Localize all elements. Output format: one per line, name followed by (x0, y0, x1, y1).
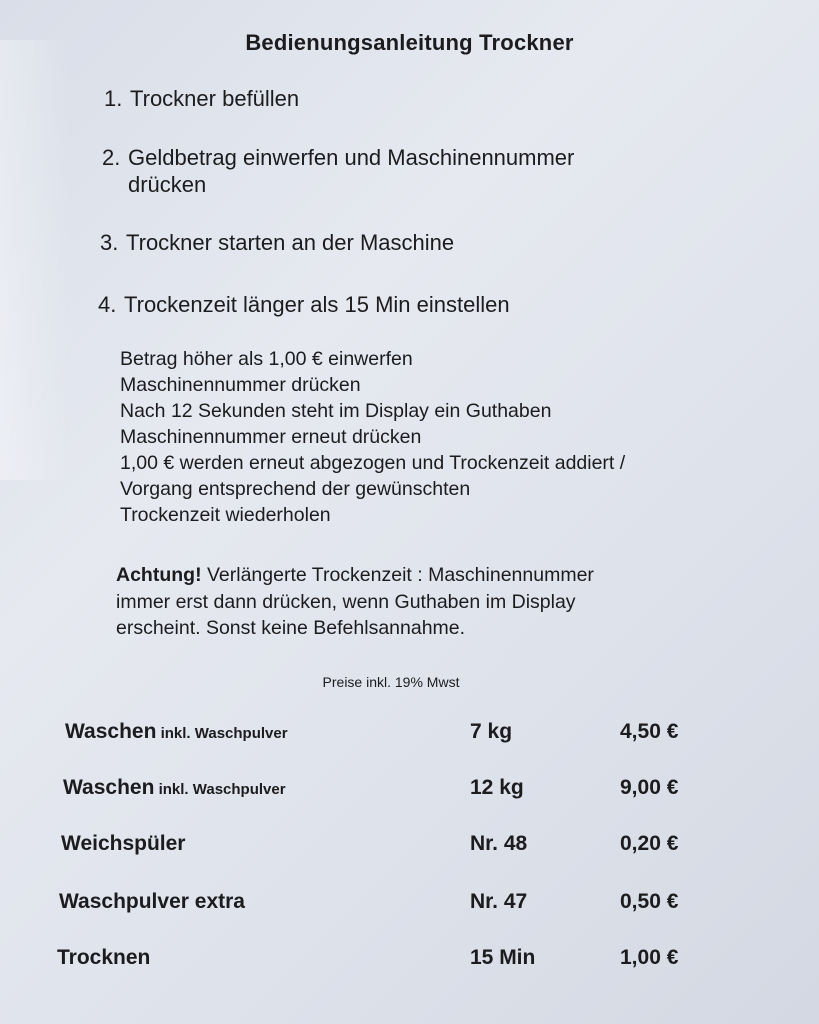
warning-note (116, 562, 716, 642)
detail-line: Vorgang entsprechend der gewünschten (120, 478, 471, 500)
price-item-name: Waschpulver extra (59, 890, 245, 913)
detail-line: Maschinennummer erneut drücken (120, 426, 422, 448)
detail-line: Nach 12 Sekunden steht im Display ein Guthaben (120, 400, 552, 422)
step-number: 2. (102, 145, 121, 170)
price-qty: 7 kg (470, 720, 513, 743)
price-item-name: Waschen (63, 776, 155, 799)
detail-line: Betrag höher als 1,00 € einwerfen (120, 348, 413, 370)
warning-text: erscheint. Sonst keine Befehlsannahme. (116, 617, 466, 639)
price-item (59, 890, 245, 914)
price-qty: Nr. 47 (470, 890, 528, 913)
price-item-name: Waschen (65, 720, 157, 743)
price-row (0, 776, 819, 806)
detail-line: 1,00 € werden erneut abgezogen und Trockenzeit addiert / (120, 452, 626, 474)
price-row (0, 946, 819, 976)
step-text: Trockenzeit länger als 15 Min einstellen (124, 292, 510, 317)
warning-label: Achtung! (116, 564, 202, 586)
price-value: 0,20 € (620, 832, 679, 855)
step-1 (104, 85, 299, 112)
detail-line: Trockenzeit wiederholen (120, 504, 331, 526)
price-row (0, 832, 819, 862)
price-value: 4,50 € (620, 720, 679, 743)
price-value: 1,00 € (620, 946, 679, 969)
price-item (57, 946, 150, 970)
price-item-sub: inkl. Waschpulver (154, 781, 286, 798)
detail-line: Maschinennummer drücken (120, 374, 361, 396)
prices-note: Preise inkl. 19% Mwst (322, 674, 460, 690)
price-item (61, 832, 185, 856)
paper-glare (0, 40, 70, 480)
step-text-continued: drücken (128, 172, 207, 197)
price-item-name: Trocknen (57, 946, 151, 969)
warning-text: Verlängerte Trockenzeit : Maschinennummer (201, 564, 594, 586)
price-value: 0,50 € (620, 890, 679, 913)
price-item (63, 776, 286, 800)
step-number: 4. (98, 292, 117, 317)
step-number: 1. (104, 86, 123, 111)
step-2 (102, 144, 574, 198)
step-4-details (120, 346, 625, 528)
step-text: Geldbetrag einwerfen und Maschinennummer (128, 145, 575, 170)
price-row (0, 890, 819, 920)
step-4 (98, 291, 510, 318)
price-item-sub: inkl. Waschpulver (156, 725, 288, 742)
page-title: Bedienungsanleitung Trockner (245, 30, 574, 55)
price-qty: Nr. 48 (470, 832, 528, 855)
step-text: Trockner starten an der Maschine (126, 230, 455, 255)
price-qty: 12 kg (470, 776, 524, 799)
step-text: Trockner befüllen (130, 86, 300, 111)
step-3 (100, 229, 454, 256)
price-item (65, 720, 288, 744)
price-item-name: Weichspüler (61, 832, 186, 855)
price-row (0, 720, 819, 750)
price-value: 9,00 € (620, 776, 679, 799)
step-number: 3. (100, 230, 119, 255)
price-qty: 15 Min (470, 946, 536, 969)
warning-text: immer erst dann drücken, wenn Guthaben im Display (116, 590, 576, 613)
